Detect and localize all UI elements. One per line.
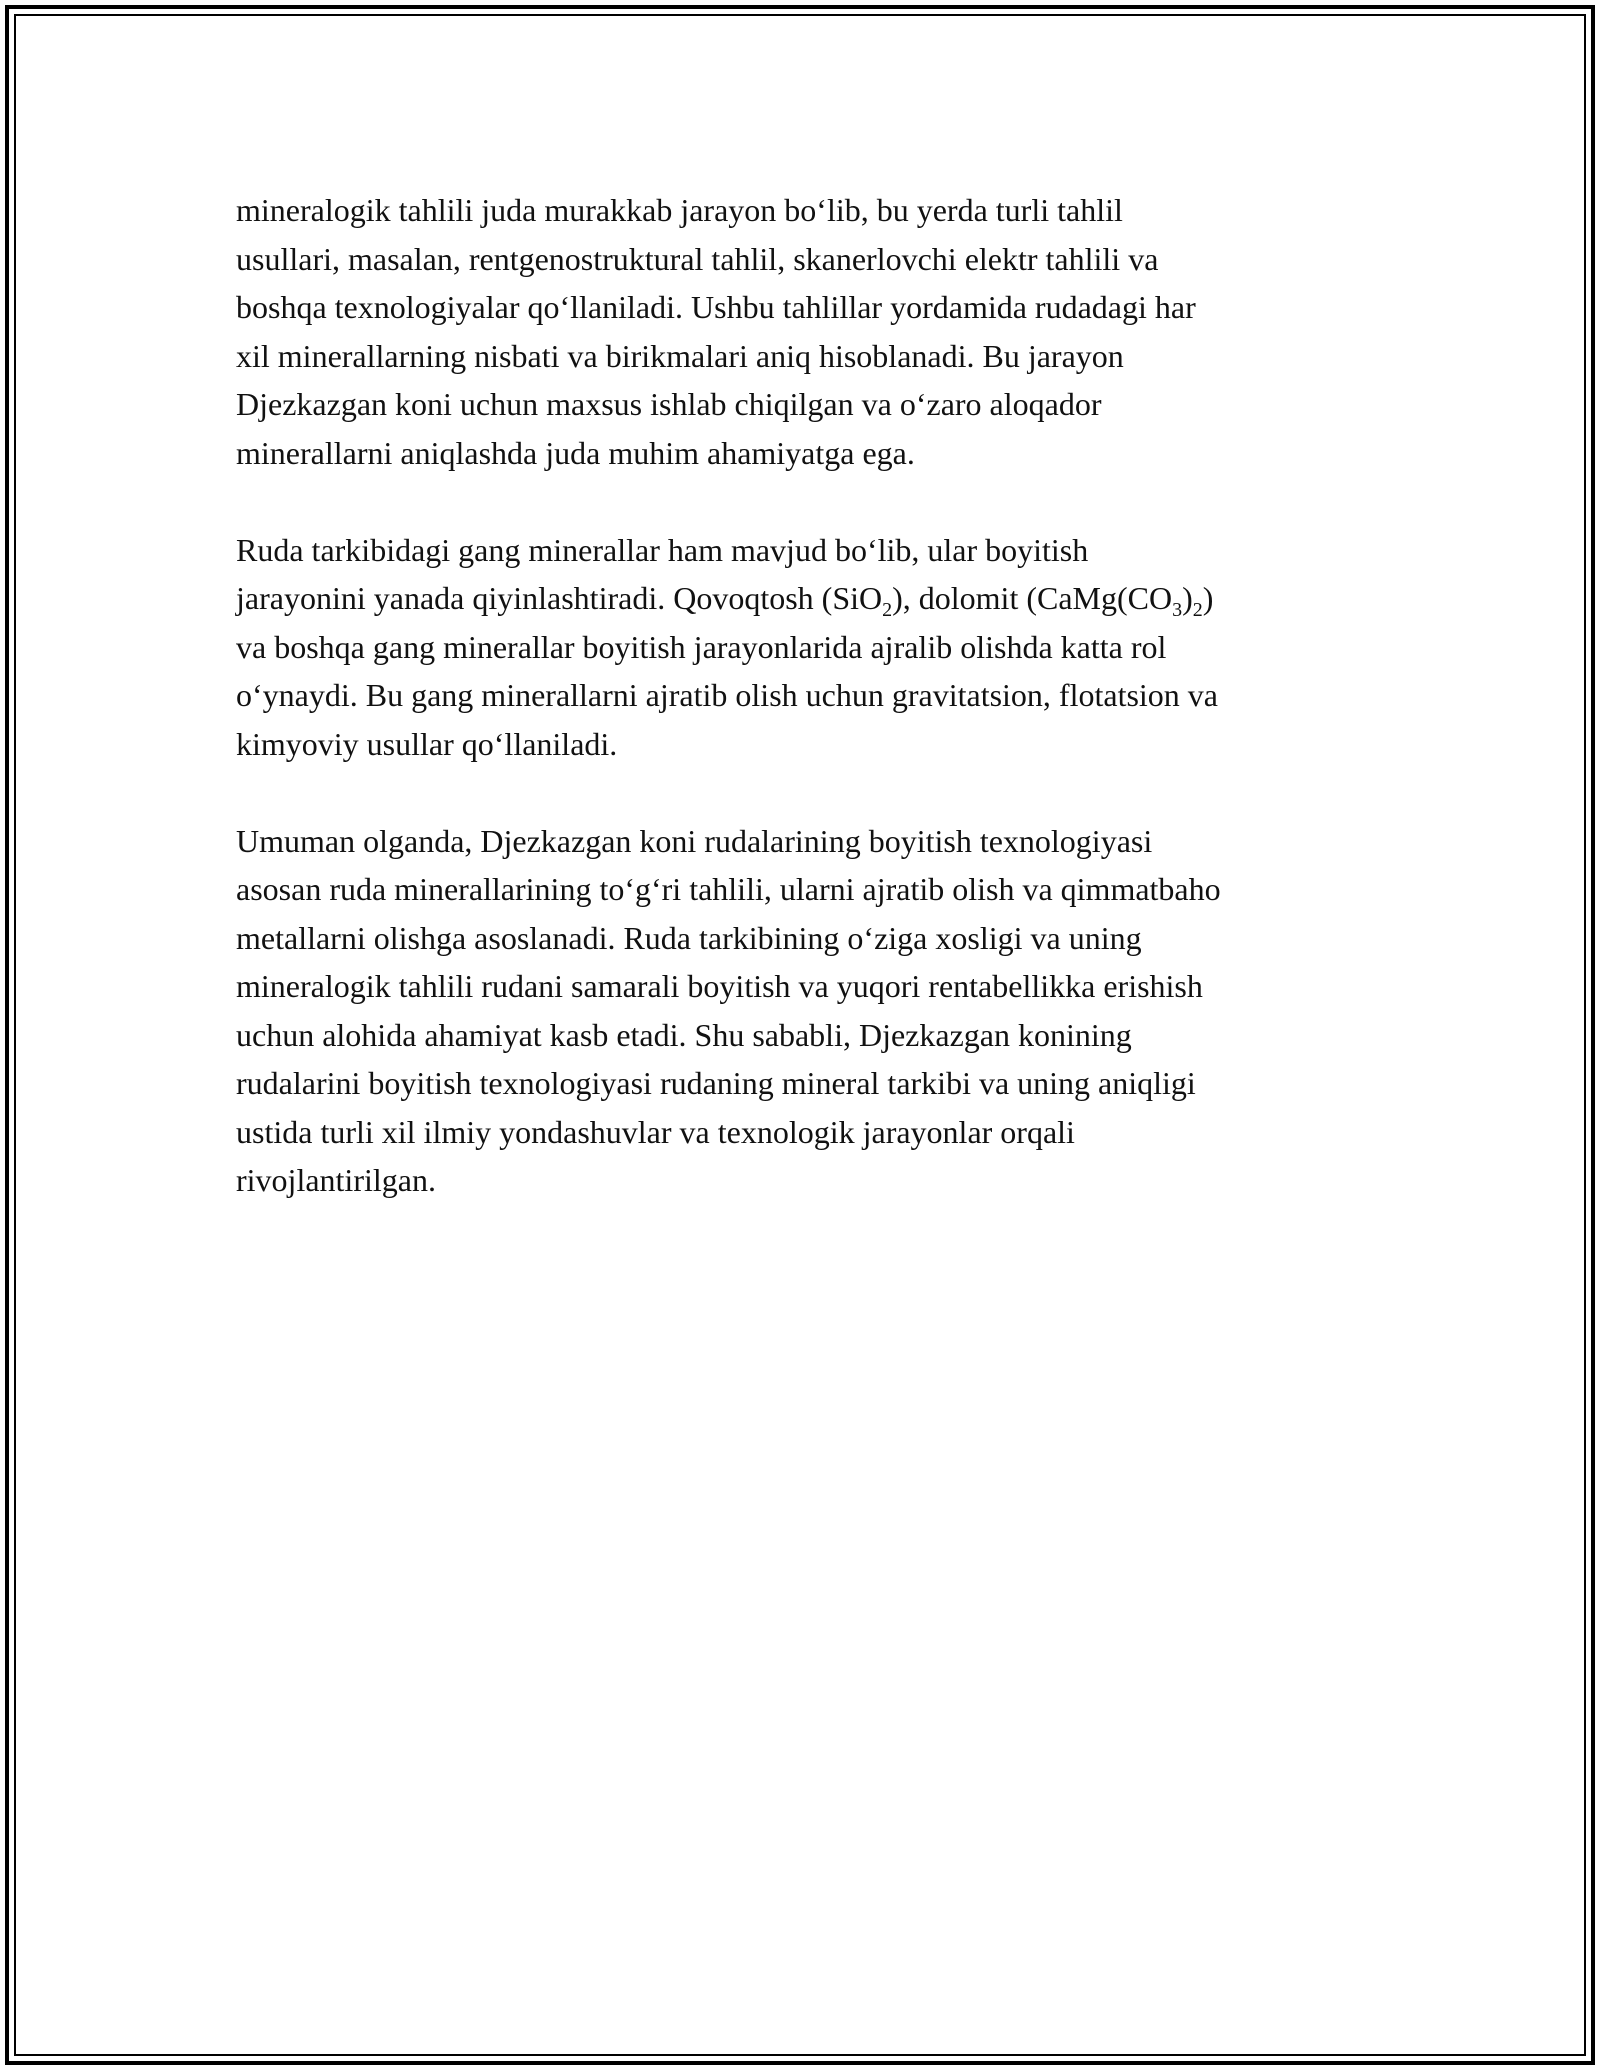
text-line: Ruda tarkibidagi gang minerallar ham mavjud bo‘lib, ular boyitish [236, 531, 1089, 568]
text-line: ustida turli xil ilmiy yondashuvlar va texnologik jarayonlar orqali [236, 1113, 1075, 1150]
text-line: usullari, masalan, rentgenostruktural tahlil, skanerlovchi elektr tahlili va [236, 240, 1159, 277]
text-line: va boshqa gang minerallar boyitish jarayonlarida ajralib olishda katta rol [236, 628, 1167, 665]
text-line: boshqa texnologiyalar qo‘llaniladi. Ushbu tahlillar yordamida rudadagi har [236, 289, 1196, 325]
text-line: rudalarini boyitish texnologiyasi rudaning mineral tarkibi va uning aniqligi [236, 1065, 1196, 1101]
text-line: minerallarni aniqlashda juda muhim ahamiyatga ega. [236, 434, 915, 471]
paragraph-1 [236, 186, 1376, 477]
text-line: Umuman olganda, Djezkazgan koni rudalarining boyitish texnologiyasi [236, 822, 1153, 859]
text-line-with-formulas [236, 574, 1376, 623]
subscript: 2 [882, 599, 893, 621]
text-line: o‘ynaydi. Bu gang minerallarni ajratib olish uchun gravitatsion, flotatsion va [236, 677, 1218, 713]
text-line: mineralogik tahlili rudani samarali boyitish va yuqori rentabellikka erishish [236, 968, 1203, 1004]
paragraph-2 [236, 526, 1376, 769]
text-line: kimyoviy usullar qo‘llaniladi. [236, 725, 618, 762]
text-line: rivojlantirilgan. [236, 1162, 436, 1198]
text-segment: jarayonini yanada qiyinlashtiradi. Qovoqtosh (SiO [236, 580, 883, 616]
subscript: 3 [1172, 599, 1183, 621]
paragraph-3 [236, 817, 1376, 1205]
text-line: mineralogik tahlili juda murakkab jarayon bo‘lib, bu yerda turli tahlil [236, 192, 1123, 228]
text-line: metallarni olishga asoslanadi. Ruda tarkibining o‘ziga xosligi va uning [236, 919, 1142, 956]
text-line: xil minerallarning nisbati va birikmalari aniq hisoblanadi. Bu jarayon [236, 337, 1124, 374]
text-segment: ) [1202, 580, 1214, 616]
text-segment: ) [1182, 580, 1193, 616]
subscript: 2 [1192, 599, 1203, 621]
text-line: asosan ruda minerallarining to‘g‘ri tahlili, ularni ajratib olish va qimmatbaho [236, 871, 1221, 907]
text-line: Djezkazgan koni uchun maxsus ishlab chiqilgan va o‘zaro aloqador [236, 386, 1102, 422]
text-line: uchun alohida ahamiyat kasb etadi. Shu sababli, Djezkazgan konining [236, 1016, 1132, 1053]
document-body [236, 186, 1376, 1253]
text-segment: ), dolomit (CaMg(CO [892, 580, 1173, 616]
